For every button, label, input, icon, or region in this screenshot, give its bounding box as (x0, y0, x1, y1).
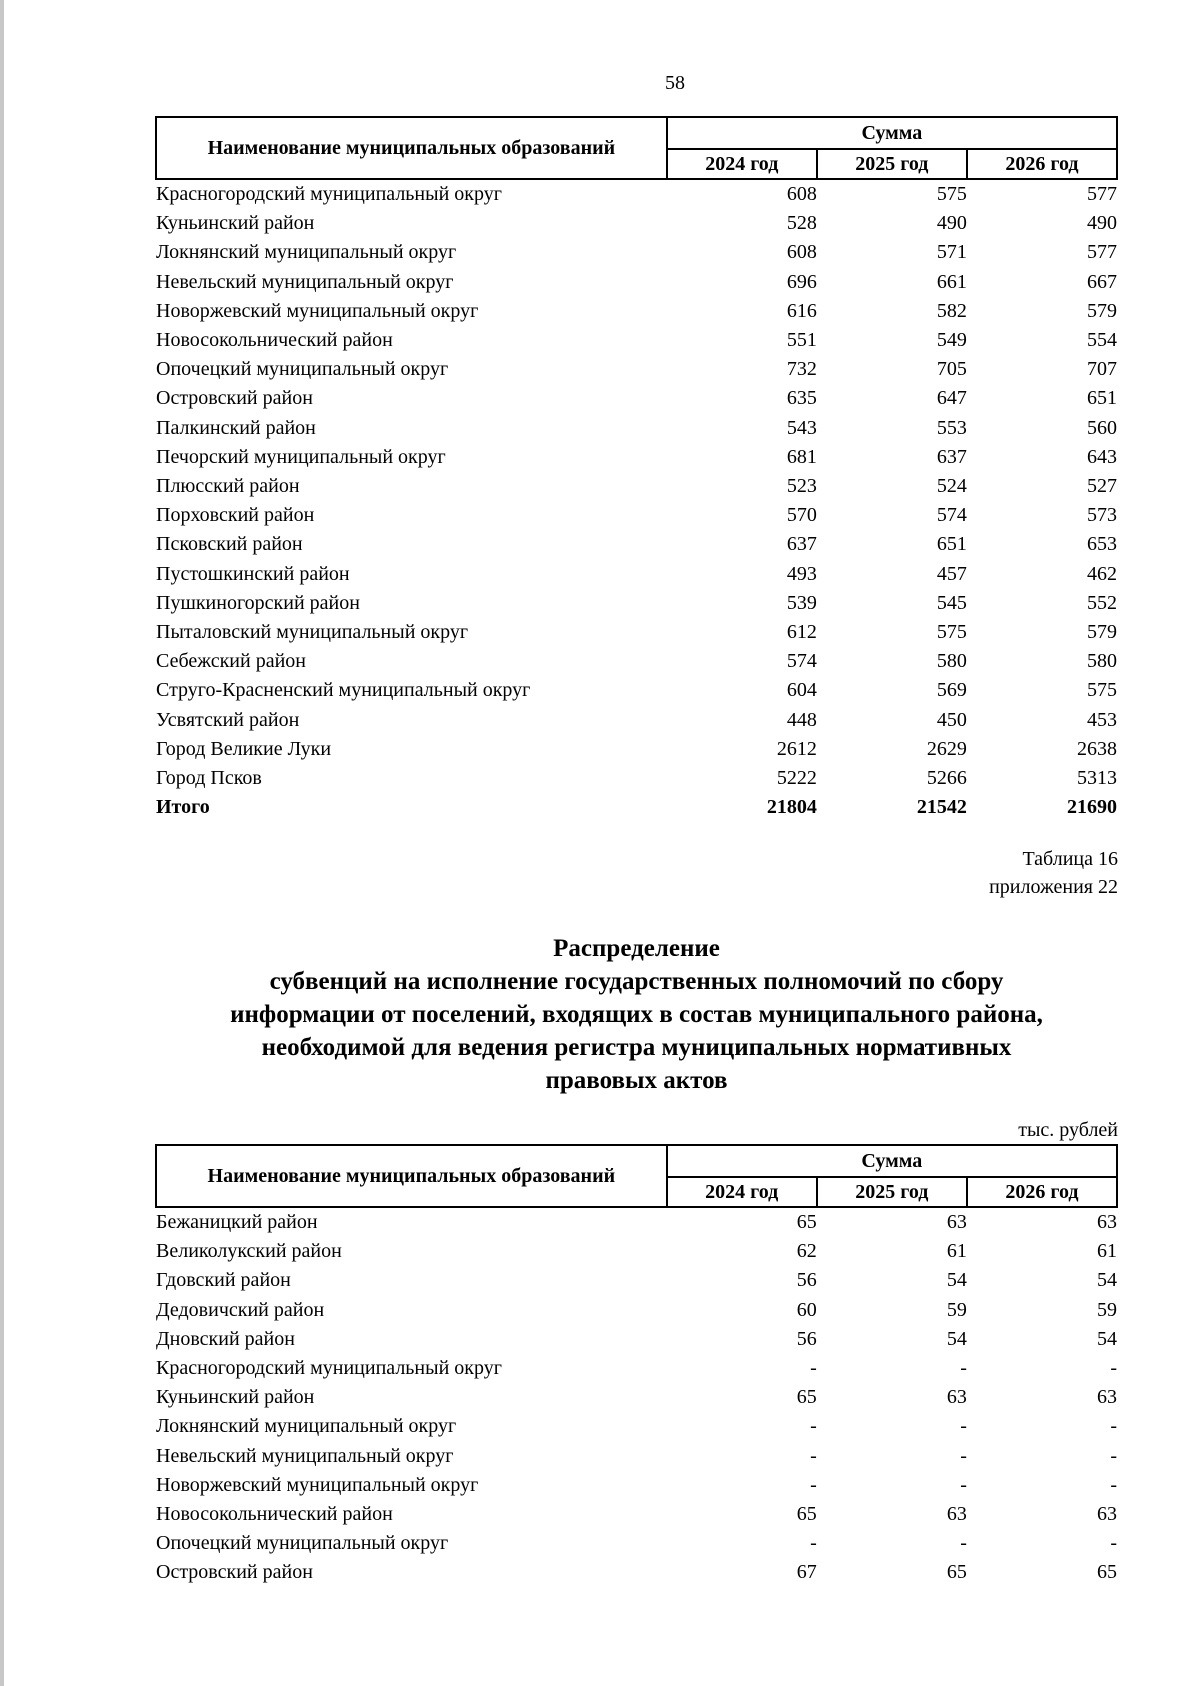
amount-cell: 59 (946, 1298, 967, 1321)
municipality-name: Город Псков (156, 767, 262, 790)
page-number: 58 (665, 72, 685, 94)
table-row (156, 1529, 1117, 1558)
amount-cell: 608 (786, 241, 817, 264)
municipality-name: Островский район (156, 1561, 313, 1584)
municipality-name: Дновский район (156, 1327, 295, 1350)
municipality-name: Новосокольнический район (156, 329, 393, 352)
amount-cell: 2638 (1077, 737, 1117, 760)
total-amount-cell: 21542 (916, 796, 967, 819)
amount-cell: 490 (936, 212, 967, 235)
table-row (156, 1558, 1117, 1587)
table-row (156, 735, 1117, 764)
table-row (156, 1207, 1117, 1237)
table-row (156, 414, 1117, 443)
amount-cell: 539 (786, 591, 817, 614)
municipality-name: Локнянский муниципальный округ (156, 241, 457, 264)
amount-cell: - (810, 1444, 817, 1467)
municipality-name: Пустошкинский район (156, 562, 350, 585)
amount-cell: 553 (936, 416, 967, 439)
table-row (156, 209, 1117, 238)
municipality-name: Пыталовский муниципальный округ (156, 621, 469, 644)
municipality-name: Город Великие Луки (156, 737, 332, 760)
municipality-name: Печорский муниципальный округ (156, 445, 446, 468)
amount-cell: 571 (936, 241, 967, 264)
heading-line: необходимой для ведения регистра муниципальных нормативных (261, 1034, 1012, 1061)
table-row (156, 384, 1117, 413)
amount-cell: 552 (1087, 591, 1117, 614)
amount-cell: - (960, 1357, 967, 1380)
column-header-2026: 2026 год (967, 149, 1117, 179)
amount-cell: 551 (786, 329, 817, 352)
amount-cell: 61 (946, 1240, 967, 1263)
amount-cell: 661 (936, 270, 967, 293)
amount-cell: 608 (786, 183, 817, 205)
amount-cell: 56 (796, 1327, 817, 1350)
amount-cell: 448 (786, 708, 817, 731)
table-row (156, 530, 1117, 559)
amount-cell: 582 (936, 299, 967, 322)
amount-cell: 705 (936, 358, 967, 381)
amount-cell: 579 (1087, 299, 1117, 322)
amount-cell: - (960, 1532, 967, 1555)
amount-cell: 63 (1097, 1211, 1117, 1233)
amount-cell: 643 (1087, 445, 1117, 468)
municipality-name: Новоржевский муниципальный округ (156, 1473, 479, 1496)
heading-line: информации от поселений, входящих в состав муниципального района, (230, 1001, 1043, 1028)
amount-cell: 569 (936, 679, 967, 702)
municipality-name: Опочецкий муниципальный округ (156, 358, 449, 381)
municipality-name: Палкинский район (156, 416, 316, 439)
heading-line: субвенций на исполнение государственных полномочий по сбору (269, 968, 1004, 995)
total-amount-cell: 21690 (1067, 796, 1117, 819)
amount-cell: 612 (786, 621, 817, 644)
table-row (156, 706, 1117, 735)
amount-cell: 647 (936, 387, 967, 410)
table-row (156, 647, 1117, 676)
amount-cell: 732 (786, 358, 817, 381)
amount-cell: 524 (936, 475, 967, 498)
unit-label: тыс. рублей (1018, 1119, 1118, 1141)
amount-cell: 457 (936, 562, 967, 585)
table-row (156, 618, 1117, 647)
table-row (156, 268, 1117, 297)
table-row (156, 501, 1117, 530)
column-header-2025: 2025 год (817, 149, 967, 179)
amount-cell: 65 (1097, 1561, 1117, 1584)
table-row (156, 1500, 1117, 1529)
table-row (156, 472, 1117, 501)
amount-cell: 54 (1097, 1327, 1117, 1350)
amount-cell: 5222 (776, 767, 817, 790)
amount-cell: 616 (786, 299, 817, 322)
column-header-sum: Сумма (667, 117, 1117, 149)
municipality-name: Пушкиногорский район (156, 591, 360, 614)
amount-cell: 65 (796, 1503, 817, 1526)
amount-cell: 528 (786, 212, 817, 235)
municipality-name: Струго-Красненский муниципальный округ (156, 679, 531, 702)
amount-cell: 2612 (776, 737, 817, 760)
municipality-name: Локнянский муниципальный округ (156, 1415, 457, 1438)
amount-cell: - (960, 1415, 967, 1438)
municipality-name: Невельский муниципальный округ (156, 270, 454, 293)
amount-cell: 67 (796, 1561, 817, 1584)
amount-cell: 579 (1087, 621, 1117, 644)
table-row (156, 764, 1117, 793)
amount-cell: 63 (946, 1386, 967, 1409)
amount-cell: 651 (936, 533, 967, 556)
amount-cell: 667 (1087, 270, 1117, 293)
amount-cell: 681 (786, 445, 817, 468)
amount-cell: 63 (1097, 1386, 1117, 1409)
column-header-name: Наименование муниципальных образований (156, 1145, 667, 1207)
amount-cell: 575 (936, 183, 967, 205)
table-row (156, 676, 1117, 705)
amount-cell: 56 (796, 1269, 817, 1292)
caption-appendix: приложения 22 (989, 876, 1118, 898)
scan-edge (0, 0, 4, 1686)
amount-cell: - (810, 1532, 817, 1555)
column-header-2025: 2025 год (817, 1177, 967, 1207)
municipality-name: Порховский район (156, 504, 315, 527)
amount-cell: 549 (936, 329, 967, 352)
table-row (156, 326, 1117, 355)
amount-cell: 527 (1087, 475, 1117, 498)
amount-cell: 63 (946, 1211, 967, 1233)
amount-cell: - (960, 1444, 967, 1467)
municipality-name: Куньинский район (156, 212, 315, 235)
amount-cell: 545 (936, 591, 967, 614)
subsidy-table-1 (155, 116, 1118, 822)
amount-cell: 560 (1087, 416, 1117, 439)
municipality-name: Плюсский район (156, 475, 300, 498)
table-row (156, 1266, 1117, 1295)
column-header-2024: 2024 год (667, 149, 817, 179)
amount-cell: - (1110, 1415, 1117, 1438)
amount-cell: - (810, 1473, 817, 1496)
municipality-name: Бежаницкий район (156, 1211, 318, 1233)
column-header-2026: 2026 год (967, 1177, 1117, 1207)
amount-cell: 59 (1097, 1298, 1117, 1321)
table-row (156, 443, 1117, 472)
amount-cell: 554 (1087, 329, 1117, 352)
table-row (156, 1442, 1117, 1471)
amount-cell: 523 (786, 475, 817, 498)
amount-cell: 54 (946, 1269, 967, 1292)
amount-cell: 696 (786, 270, 817, 293)
amount-cell: 574 (936, 504, 967, 527)
table-body (156, 1207, 1117, 1588)
total-amount-cell: 21804 (766, 796, 817, 819)
table-row (156, 1296, 1117, 1325)
amount-cell: 635 (786, 387, 817, 410)
amount-cell: 637 (786, 533, 817, 556)
municipality-name: Опочецкий муниципальный округ (156, 1532, 449, 1555)
table-row (156, 1412, 1117, 1441)
subsidy-table-2 (155, 1144, 1118, 1588)
amount-cell: 462 (1087, 562, 1117, 585)
section-heading (155, 932, 1118, 1097)
municipality-name: Невельский муниципальный округ (156, 1444, 454, 1467)
municipality-name: Себежский район (156, 650, 306, 673)
heading-line: Распределение (553, 935, 720, 962)
table-row (156, 1237, 1117, 1266)
column-header-2024: 2024 год (667, 1177, 817, 1207)
amount-cell: 580 (936, 650, 967, 673)
amount-cell: - (810, 1357, 817, 1380)
amount-cell: 493 (786, 562, 817, 585)
amount-cell: 453 (1087, 708, 1117, 731)
amount-cell: 490 (1087, 212, 1117, 235)
amount-cell: 65 (946, 1561, 967, 1584)
amount-cell: 651 (1087, 387, 1117, 410)
table-row (156, 560, 1117, 589)
amount-cell: 5313 (1077, 767, 1117, 790)
total-label: Итого (156, 796, 210, 819)
amount-cell: - (810, 1415, 817, 1438)
amount-cell: 60 (796, 1298, 817, 1321)
table-caption (989, 845, 1118, 901)
municipality-name: Куньинский район (156, 1386, 315, 1409)
amount-cell: 575 (936, 621, 967, 644)
municipality-name: Островский район (156, 387, 313, 410)
amount-cell: 604 (786, 679, 817, 702)
table-row (156, 355, 1117, 384)
amount-cell: 63 (946, 1503, 967, 1526)
municipality-name: Новоржевский муниципальный округ (156, 299, 479, 322)
amount-cell: 573 (1087, 504, 1117, 527)
total-row (156, 793, 1117, 822)
heading-line: правовых актов (545, 1067, 728, 1094)
caption-table-number: Таблица 16 (1022, 848, 1118, 870)
amount-cell: 63 (1097, 1503, 1117, 1526)
amount-cell: 577 (1087, 183, 1117, 205)
amount-cell: 54 (1097, 1269, 1117, 1292)
amount-cell: 580 (1087, 650, 1117, 673)
amount-cell: - (1110, 1444, 1117, 1467)
municipality-name: Великолукский район (156, 1240, 342, 1263)
municipality-name: Красногородский муниципальный округ (156, 183, 502, 205)
municipality-name: Гдовский район (156, 1269, 291, 1292)
amount-cell: - (1110, 1357, 1117, 1380)
amount-cell: - (1110, 1473, 1117, 1496)
table-row (156, 297, 1117, 326)
amount-cell: - (1110, 1532, 1117, 1555)
amount-cell: 61 (1097, 1240, 1117, 1263)
amount-cell: 62 (796, 1240, 817, 1263)
amount-cell: 707 (1087, 358, 1117, 381)
column-header-name: Наименование муниципальных образований (156, 117, 667, 179)
table-row (156, 1354, 1117, 1383)
amount-cell: 653 (1087, 533, 1117, 556)
amount-cell: - (960, 1473, 967, 1496)
table-row (156, 1325, 1117, 1354)
amount-cell: 575 (1087, 679, 1117, 702)
table-row (156, 589, 1117, 618)
table-row (156, 1471, 1117, 1500)
amount-cell: 450 (936, 708, 967, 731)
column-header-sum: Сумма (667, 1145, 1117, 1177)
amount-cell: 65 (796, 1211, 817, 1233)
table-body (156, 179, 1117, 822)
amount-cell: 54 (946, 1327, 967, 1350)
municipality-name: Псковский район (156, 533, 303, 556)
municipality-name: Дедовичский район (156, 1298, 325, 1321)
amount-cell: 65 (796, 1386, 817, 1409)
table-row (156, 1383, 1117, 1412)
municipality-name: Усвятский район (156, 708, 300, 731)
amount-cell: 637 (936, 445, 967, 468)
amount-cell: 5266 (926, 767, 967, 790)
municipality-name: Красногородский муниципальный округ (156, 1357, 502, 1380)
amount-cell: 543 (786, 416, 817, 439)
amount-cell: 577 (1087, 241, 1117, 264)
amount-cell: 570 (786, 504, 817, 527)
municipality-name: Новосокольнический район (156, 1503, 393, 1526)
amount-cell: 2629 (926, 737, 967, 760)
amount-cell: 574 (786, 650, 817, 673)
table-row (156, 238, 1117, 267)
table-row (156, 179, 1117, 209)
